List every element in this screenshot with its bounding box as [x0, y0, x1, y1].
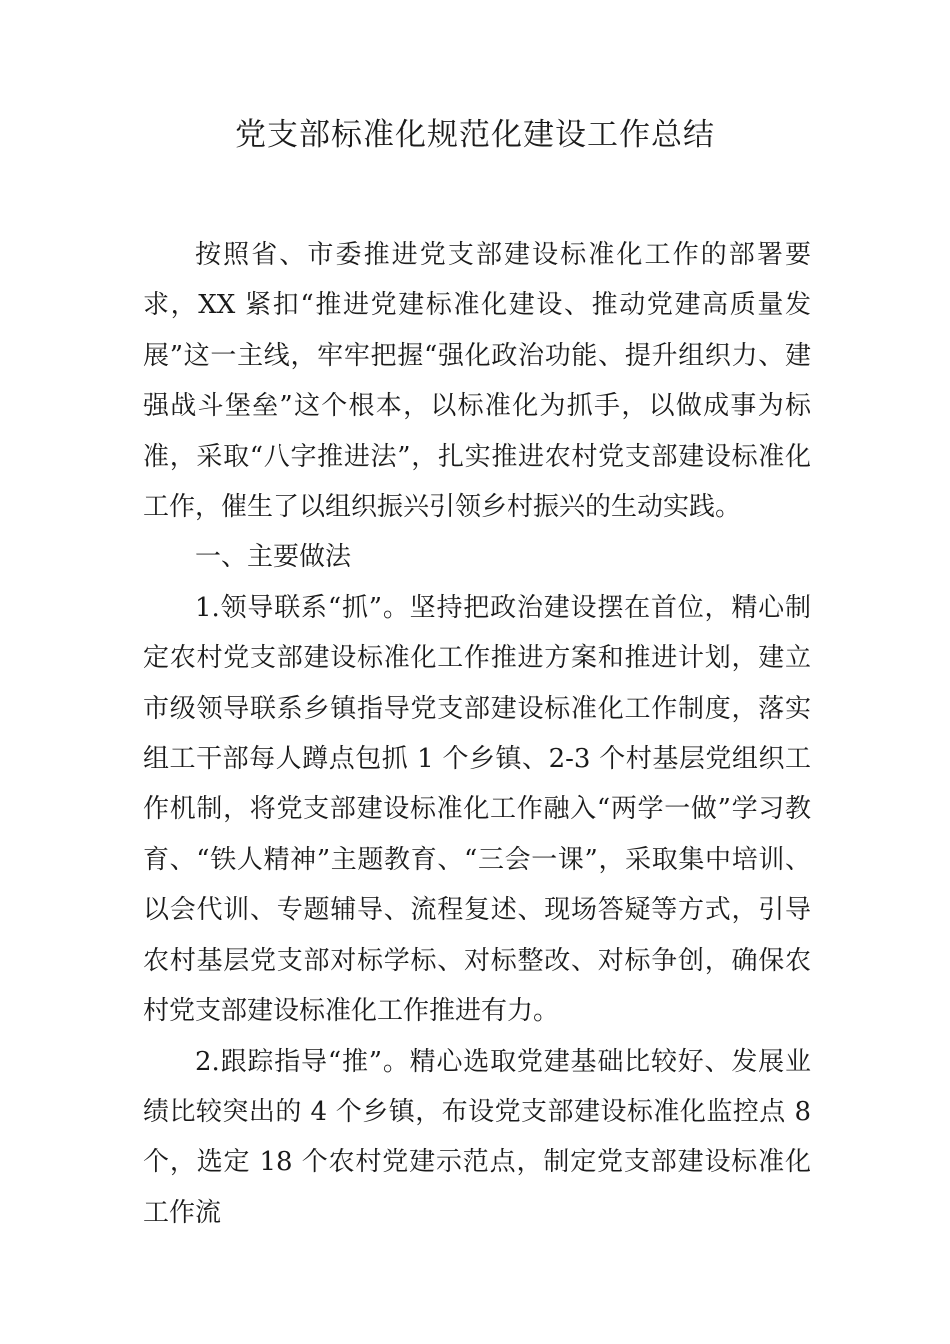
document-body [143, 230, 811, 1238]
document-title: 党支部标准化规范化建设工作总结 [235, 117, 715, 153]
section-heading-main-practices: 一、主要做法 [195, 542, 352, 573]
paragraph-tracking-guidance: 2.跟踪指导“推”。精心选取党建基础比较好、发展业绩比较突出的 4 个乡镇，布设党支部建设标准化监控点 8 个，选定 18 个农村党建示范点，制定党支部建设标准化工作流 [143, 1046, 811, 1228]
paragraph-intro: 按照省、市委推进党支部建设标准化工作的部署要求，XX 紧扣“推进党建标准化建设、推动党建高质量发展”这一主线，牢牢把握“强化政治功能、提升组织力、建强战斗堡垒”这个根本，以标准化为抓手，以做成事为标准，采取“八字推进法”，扎实推进农村党支部建设标准化工作，催生了以组织振兴引领乡村振兴的生动实践。 [143, 240, 811, 523]
paragraph-leadership: 1.领导联系“抓”。坚持把政治建设摆在首位，精心制定农村党支部建设标准化工作推进方案和推进计划，建立市级领导联系乡镇指导党支部建设标准化工作制度，落实组工干部每人蹲点包抓 1 个乡镇、2-3 个村基层党组织工作机制，将党支部建设标准化工作融入“两学一做”学习教育、“铁人精神”主题教育、“三会一课”，采取集中培训、以会代训、专题辅导、流程复述、现场答疑等方式，引导农村基层党支部对标学标、对标整改、对标争创，确保农村党支部建设标准化工作推进有力。 [143, 592, 811, 1027]
